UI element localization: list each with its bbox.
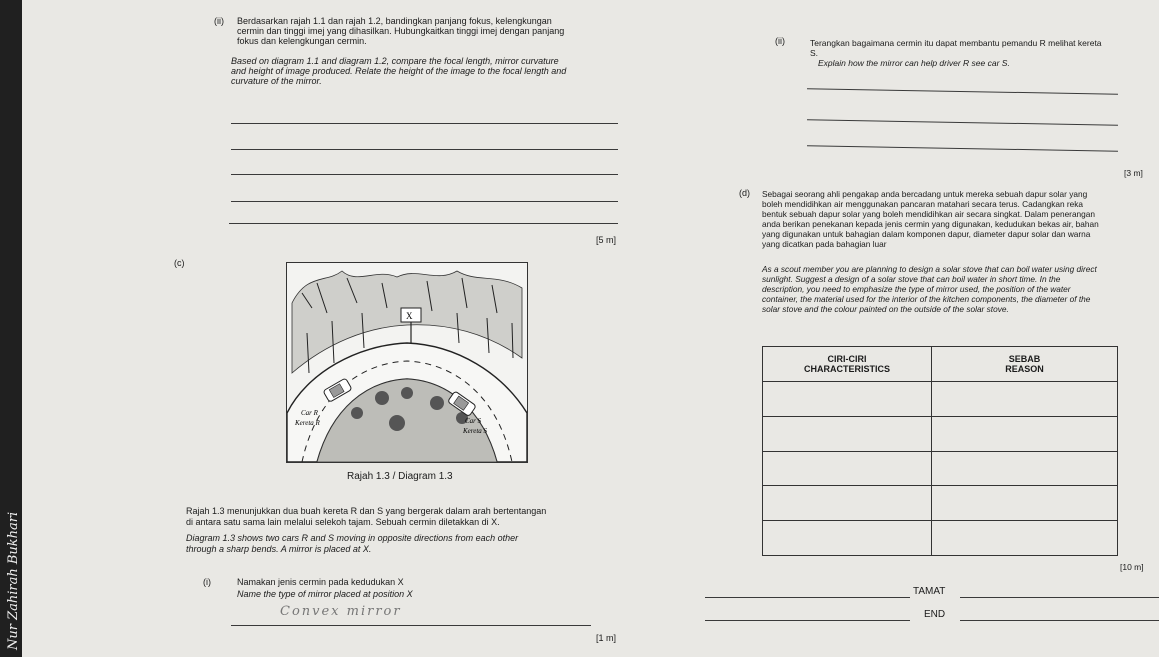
question-d-english-line3: description, you need to emphasize the type of mirror used, the position of the water <box>762 284 1071 294</box>
handwritten-answer: Convex mirror <box>280 604 402 619</box>
table-header-row <box>763 347 1118 382</box>
road-bend-illustration <box>287 263 527 462</box>
header-characteristics: CHARACTERISTICS <box>803 364 890 374</box>
end-line-right <box>960 620 1159 621</box>
right-question-ii-label: (ii) <box>775 36 785 46</box>
characteristics-reason-table <box>762 346 1118 556</box>
answer-line <box>807 145 1118 151</box>
table-cell[interactable] <box>932 382 1118 417</box>
question-ii-english-line1: Based on diagram 1.1 and diagram 1.2, compare the focal length, mirror curvature <box>231 56 559 66</box>
question-c-english-line1: Diagram 1.3 shows two cars R and S moving in opposite directions from each other <box>186 533 519 543</box>
answer-line <box>231 174 618 175</box>
question-d-marks: [10 m] <box>1120 562 1144 572</box>
question-d-malay-line4: anda berikan penekanan kepada jenis cermin yang digunakan, kedudukan bekas air, bahan <box>762 219 1099 229</box>
table-cell[interactable] <box>932 521 1118 556</box>
question-c-malay-line1: Rajah 1.3 menunjukkan dua buah kereta R dan S yang bergerak dalam arah bertentangan <box>186 506 547 516</box>
answer-line <box>231 123 618 124</box>
table-cell[interactable] <box>763 486 932 521</box>
question-c-english-line2: through a sharp bends. A mirror is placed at X. <box>186 544 372 554</box>
answer-line <box>807 88 1118 94</box>
question-d-malay-line1: Sebagai seorang ahli pengakap anda bercadang untuk mereka sebuah dapur solar yang <box>762 189 1088 199</box>
label-car-s: Car S <box>465 417 482 425</box>
table-cell[interactable] <box>763 451 932 486</box>
end-line-right <box>960 597 1159 598</box>
question-ii-malay-line2: cermin dan tinggi imej yang dihasilkan. Hubungkaitkan tinggi imej dengan panjang <box>237 26 565 36</box>
question-c-malay-line2: di antara satu sama lain melalui selekoh tajam. Sebuah cermin diletakkan di X. <box>186 517 500 527</box>
right-question-ii-malay-2: S. <box>810 48 819 58</box>
table-cell[interactable] <box>932 486 1118 521</box>
question-d-english-line1: As a scout member you are planning to design a solar stove that can boil water using direct <box>762 264 1097 274</box>
question-ii-malay-line3: fokus dan kelengkungan cermin. <box>237 36 367 46</box>
diagram-road-bend <box>286 262 528 463</box>
question-d-malay-line5: yang digunakan untuk bahagian dalam komponen dapur, diameter dapur solar dan warna <box>762 229 1091 239</box>
table-row <box>763 416 1118 451</box>
question-c-i-malay: Namakan jenis cermin pada kedudukan X <box>237 577 404 587</box>
table-row <box>763 451 1118 486</box>
header-sebab: SEBAB <box>1008 354 1041 364</box>
question-d-english-line5: solar stove and the colour painted on the outside of the solar stove. <box>762 304 1009 314</box>
table-header-characteristics <box>763 347 932 382</box>
end-label: END <box>924 609 946 620</box>
right-question-ii-marks: [3 m] <box>1124 168 1143 178</box>
answer-line <box>807 119 1118 125</box>
question-c-i-label: (i) <box>203 577 211 587</box>
table-cell[interactable] <box>763 416 932 451</box>
question-d-malay-line6: yang dicatkan pada bahagian luar <box>762 239 887 249</box>
table-cell[interactable] <box>763 521 932 556</box>
answer-line <box>231 625 591 626</box>
label-kereta-s: Kereta S <box>463 427 488 435</box>
question-ii-malay-line1: Berdasarkan rajah 1.1 dan rajah 1.2, bandingkan panjang fokus, kelengkungan <box>237 16 552 26</box>
question-c-i-marks: [1 m] <box>596 633 617 643</box>
end-line-left <box>705 597 910 598</box>
label-x: X <box>406 311 413 321</box>
question-ii-marks: [5 m] <box>596 235 617 245</box>
header-reason: REASON <box>1005 364 1044 374</box>
question-d-english-line2: sunlight. Suggest a design of a solar stove that can boil water in short time. In the <box>762 274 1061 284</box>
question-ii-label: (ii) <box>214 16 224 26</box>
question-d-english-line4: container, the material used for the interior of the kitchen components, the diameter of the <box>762 294 1091 304</box>
answer-line <box>231 149 618 150</box>
question-c-i-english: Name the type of mirror placed at position X <box>237 589 413 599</box>
table-cell[interactable] <box>763 382 932 417</box>
question-ii-english-line3: curvature of the mirror. <box>231 76 322 86</box>
table-cell[interactable] <box>932 416 1118 451</box>
question-ii-english-line2: and height of image produced. Relate the height of the image to the focal length and <box>231 66 567 76</box>
label-kereta-r: Kereta R <box>295 419 320 427</box>
table-header-reason <box>932 347 1118 382</box>
table-row <box>763 382 1118 417</box>
label-car-r: Car R <box>301 409 318 417</box>
header-ciri-ciri: CIRI-CIRI <box>827 354 867 364</box>
tamat-label: TAMAT <box>913 586 946 597</box>
question-d-malay-line3: bentuk sebuah dapur solar yang boleh mendidihkan air secara singkat. Dalam penerangan <box>762 209 1096 219</box>
diagram-caption: Rajah 1.3 / Diagram 1.3 <box>347 471 453 482</box>
end-line-left <box>705 620 910 621</box>
right-question-ii-malay: Terangkan bagaimana cermin itu dapat membantu pemandu R melihat kereta <box>810 38 1102 48</box>
table-cell[interactable] <box>932 451 1118 486</box>
right-question-ii-english: Explain how the mirror can help driver R see car S. <box>818 58 1010 68</box>
question-c-label: (c) <box>174 258 185 268</box>
question-d-malay-line2: boleh mendidihkan air menggunakan pancaran matahari secara terus. Cadangkan reka <box>762 199 1084 209</box>
question-d-label: (d) <box>739 188 750 198</box>
margin-signature: Nur Zahirah Bukhari <box>6 511 21 650</box>
table-row <box>763 521 1118 556</box>
table-row <box>763 486 1118 521</box>
answer-line <box>229 223 618 224</box>
answer-line <box>231 201 618 202</box>
